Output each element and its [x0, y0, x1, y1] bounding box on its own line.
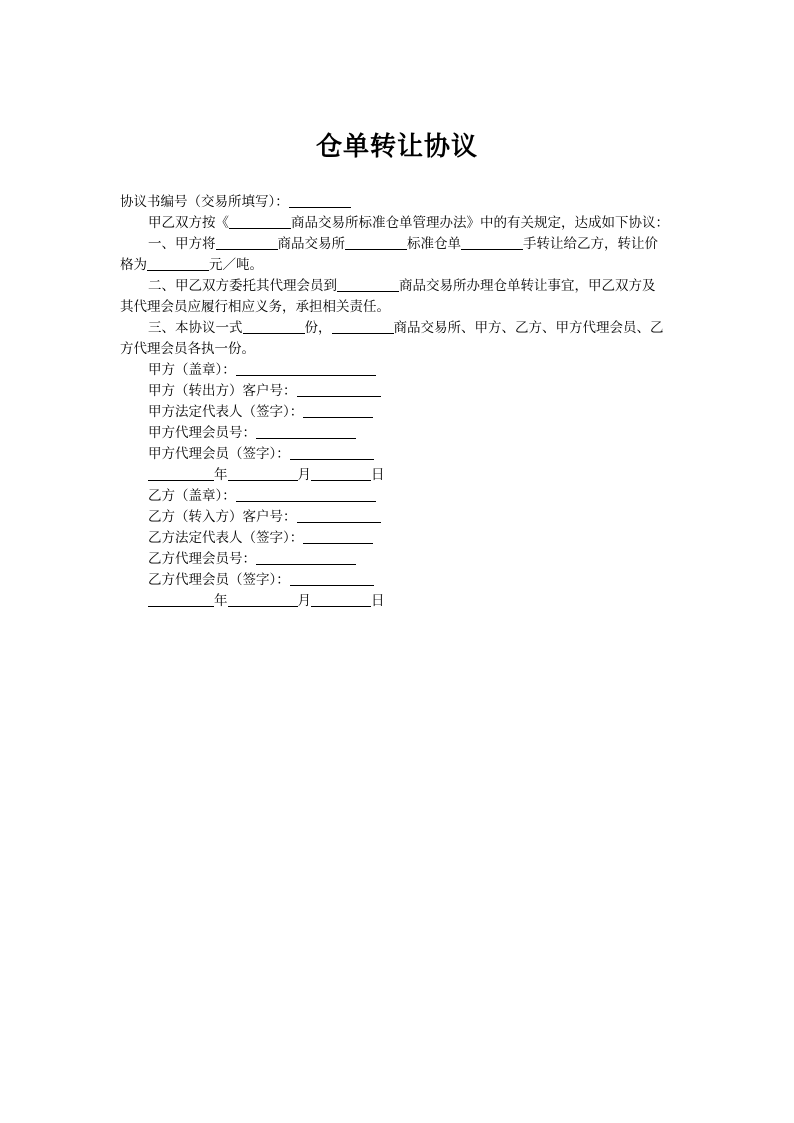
- party-a-agent-no-blank[interactable]: [256, 424, 356, 439]
- party-b-day-blank[interactable]: [311, 592, 371, 607]
- clause-1-line-2: [120, 255, 680, 276]
- copies-blank[interactable]: [243, 319, 305, 334]
- clause-intro-text-1: 甲乙双方按《: [148, 215, 229, 231]
- party-b-agent-no-line: [120, 549, 680, 570]
- exchange-name-blank-4[interactable]: [332, 319, 394, 334]
- party-a-agent-no-label: 甲方代理会员号：: [148, 425, 256, 441]
- document-body: [120, 192, 680, 612]
- party-b-agent-sign-line: [120, 570, 680, 591]
- product-blank[interactable]: [345, 235, 407, 250]
- party-b-rep-label: 乙方法定代表人（签字）：: [148, 530, 304, 546]
- exchange-name-blank-1[interactable]: [229, 214, 291, 229]
- clause-1-text-3: 标准仓单: [407, 236, 461, 252]
- party-a-month-blank[interactable]: [228, 466, 298, 481]
- party-a-date-line: [120, 465, 680, 486]
- clause-2-line-2: [120, 297, 680, 318]
- party-b-seal-blank[interactable]: [236, 487, 376, 502]
- exchange-name-blank-2[interactable]: [216, 235, 278, 250]
- clause-2-text-3: 其代理会员应履行相应义务，承担相关责任。: [120, 299, 390, 315]
- party-b-agent-no-blank[interactable]: [256, 550, 356, 565]
- party-a-client-label: 甲方（转出方）客户号：: [148, 383, 297, 399]
- clause-3-line-1: [120, 318, 680, 339]
- clause-3-text-1: 三、本协议一式: [148, 320, 243, 336]
- clause-1-text-2: 商品交易所: [277, 236, 345, 252]
- clause-3-text-2: 份，: [304, 320, 332, 336]
- clause-1-text-4: 手转让给乙方，转让价: [523, 236, 658, 252]
- clause-1-line-1: [120, 234, 680, 255]
- party-b-month-blank[interactable]: [228, 592, 298, 607]
- party-b-client-blank[interactable]: [297, 508, 381, 523]
- party-b-month-label: 月: [297, 593, 311, 609]
- party-b-rep-blank[interactable]: [303, 529, 373, 544]
- agreement-number-blank[interactable]: [289, 193, 351, 208]
- clause-3-text-3: 商品交易所、甲方、乙方、甲方代理会员、乙: [393, 320, 664, 336]
- price-blank[interactable]: [147, 256, 209, 271]
- party-b-seal-line: [120, 486, 680, 507]
- clause-2-text-1: 二、甲乙双方委托其代理会员到: [148, 278, 337, 294]
- agreement-number-line: [120, 192, 680, 213]
- party-a-rep-line: [120, 402, 680, 423]
- party-b-year-blank[interactable]: [148, 592, 214, 607]
- party-a-year-blank[interactable]: [148, 466, 214, 481]
- party-a-rep-blank[interactable]: [303, 403, 373, 418]
- party-b-agent-sign-label: 乙方代理会员（签字）：: [148, 572, 290, 588]
- party-a-client-line: [120, 381, 680, 402]
- party-b-client-label: 乙方（转入方）客户号：: [148, 509, 297, 525]
- clause-1-text-1: 一、甲方将: [148, 236, 216, 252]
- party-b-date-line: [120, 591, 680, 612]
- party-a-agent-sign-label: 甲方代理会员（签字）：: [148, 446, 290, 462]
- party-a-agent-sign-line: [120, 444, 680, 465]
- clause-1-text-6: 元／吨。: [209, 257, 263, 273]
- party-b-year-label: 年: [214, 593, 228, 609]
- clause-intro: [120, 213, 680, 234]
- party-b-client-line: [120, 507, 680, 528]
- clause-3-text-4: 方代理会员各执一份。: [120, 341, 255, 357]
- party-a-month-label: 月: [297, 467, 311, 483]
- party-a-day-blank[interactable]: [311, 466, 371, 481]
- party-a-rep-label: 甲方法定代表人（签字）：: [148, 404, 304, 420]
- party-a-seal-line: [120, 360, 680, 381]
- party-a-agent-sign-blank[interactable]: [290, 445, 374, 460]
- party-a-agent-no-line: [120, 423, 680, 444]
- party-b-seal-label: 乙方（盖章）：: [148, 488, 236, 504]
- clause-intro-text-2: 商品交易所标准仓单管理办法》中的有关规定，达成如下协议：: [291, 215, 669, 231]
- party-a-year-label: 年: [214, 467, 228, 483]
- party-b-rep-line: [120, 528, 680, 549]
- exchange-name-blank-3[interactable]: [337, 277, 399, 292]
- party-a-client-blank[interactable]: [297, 382, 381, 397]
- clause-2-line-1: [120, 276, 680, 297]
- clause-2-text-2: 商品交易所办理仓单转让事宜，甲乙双方及: [399, 278, 656, 294]
- agreement-number-label: 协议书编号（交易所填写）：: [120, 194, 289, 210]
- clause-1-text-5: 格为: [120, 257, 147, 273]
- party-b-day-label: 日: [371, 593, 385, 609]
- party-b-agent-no-label: 乙方代理会员号：: [148, 551, 256, 567]
- document-title: 仓单转让协议: [315, 132, 478, 162]
- clause-3-line-2: [120, 339, 680, 360]
- party-a-day-label: 日: [371, 467, 385, 483]
- quantity-blank[interactable]: [461, 235, 523, 250]
- party-b-agent-sign-blank[interactable]: [290, 571, 374, 586]
- party-a-seal-label: 甲方（盖章）：: [148, 362, 236, 378]
- party-a-seal-blank[interactable]: [236, 361, 376, 376]
